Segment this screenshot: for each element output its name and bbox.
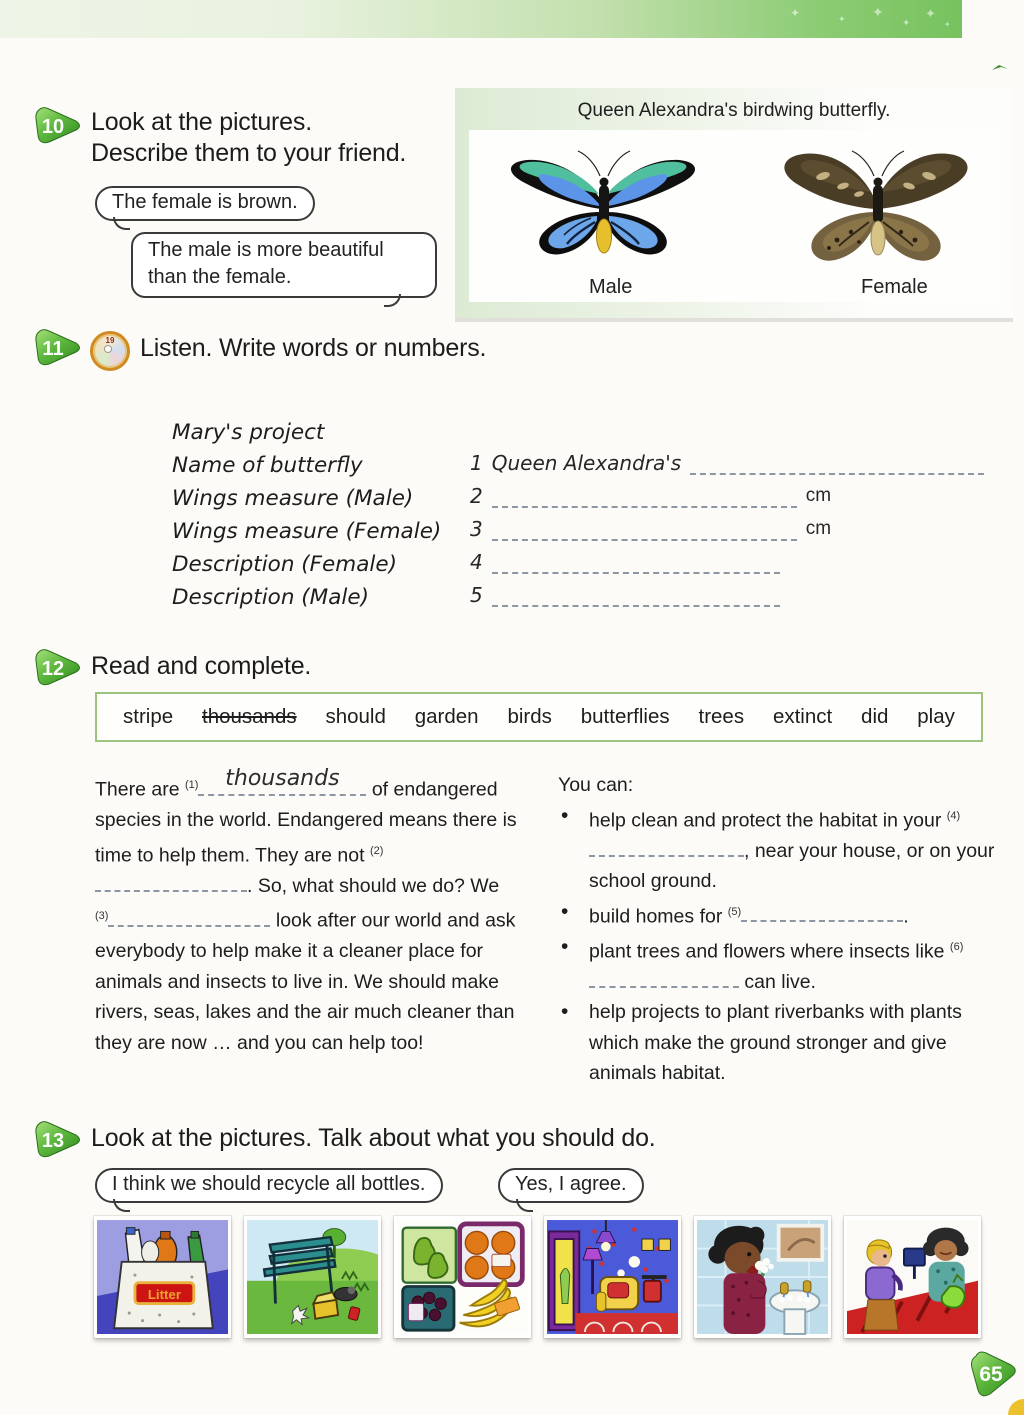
word-bank-word: thousands bbox=[202, 705, 297, 728]
picture-brushing-teeth-tap-running bbox=[694, 1216, 831, 1338]
you-can-bullet: • build homes for $^{(5)}$ . bbox=[558, 897, 1000, 932]
blank-number: (2) bbox=[369, 844, 384, 857]
exercise-12-badge bbox=[34, 646, 82, 690]
word-bank-word: butterflies bbox=[580, 705, 670, 728]
handwritten-answer: thousands bbox=[225, 766, 340, 791]
star-decoration: ✦ bbox=[902, 18, 911, 29]
butterfly-photos-area bbox=[469, 130, 999, 302]
picture-row bbox=[94, 1216, 990, 1338]
row-number: 3 bbox=[470, 517, 483, 541]
unit-label: cm bbox=[805, 518, 832, 539]
word-bank-word: birds bbox=[507, 705, 552, 728]
female-label: Female bbox=[861, 276, 928, 298]
row-label: Wings measure (Male) bbox=[172, 486, 414, 511]
butterfly-panel bbox=[455, 88, 1013, 318]
male-label: Male bbox=[589, 276, 633, 298]
picture-park-bench-litter bbox=[244, 1216, 381, 1338]
exercise-11-badge bbox=[34, 326, 82, 370]
female-butterfly-image bbox=[761, 132, 996, 280]
row-label: Name of butterfly bbox=[172, 453, 363, 478]
speech-bubble-text: The female is brown. bbox=[112, 191, 298, 213]
you-can-heading: You can: bbox=[558, 774, 634, 796]
exercise-10-instruction bbox=[91, 107, 471, 169]
speech-bubble-agree bbox=[498, 1168, 644, 1203]
row-label: Wings measure (Female) bbox=[172, 519, 442, 544]
row-label: Description (Male) bbox=[172, 585, 369, 610]
star-decoration: ✦ bbox=[838, 14, 846, 24]
row-answer-area bbox=[470, 484, 984, 511]
star-decoration: ✦ bbox=[790, 6, 801, 20]
blank-number: (6) bbox=[949, 940, 964, 953]
star-decoration: ✦ bbox=[872, 4, 884, 20]
page-header-bar bbox=[0, 0, 962, 38]
blank-number: (3) bbox=[95, 910, 109, 922]
word-bank-word: play bbox=[917, 705, 955, 728]
write-in-blank bbox=[741, 905, 903, 922]
write-in-blank bbox=[492, 524, 797, 541]
audio-track-number: 19 bbox=[105, 336, 115, 345]
blank-number: (1) bbox=[184, 779, 199, 791]
svg-text:65: 65 bbox=[979, 1363, 1003, 1386]
cd-hole bbox=[104, 345, 112, 353]
row-answer-area bbox=[470, 451, 984, 478]
speech-bubble-text: Yes, I agree. bbox=[515, 1173, 627, 1195]
you-can-bullet: • help clean and protect the habitat in your $^{(4)}$, near your house, or on your school ground. bbox=[558, 801, 1000, 897]
page-number-badge bbox=[966, 1348, 1020, 1400]
audio-cd-icon bbox=[90, 331, 130, 371]
word-bank-word: garden bbox=[414, 705, 479, 728]
listening-row bbox=[172, 511, 984, 544]
word-bank-word: extinct bbox=[772, 705, 833, 728]
write-in-blank bbox=[95, 875, 247, 892]
svg-text:Litter: Litter bbox=[147, 1286, 181, 1302]
exercise-10-badge bbox=[34, 104, 82, 148]
you-can-bullet: • plant trees and flowers where insects like $^{(6)}$ can live. bbox=[558, 932, 1000, 998]
corner-decoration bbox=[1008, 1399, 1024, 1415]
speech-bubble-text: The male is more beautiful than the female. bbox=[148, 239, 384, 288]
you-can-bullet: • help projects to plant riverbanks with plants which make the ground stronger and give animals habitat. bbox=[558, 997, 1000, 1089]
row-number: 2 bbox=[470, 484, 483, 508]
row-number: 5 bbox=[470, 583, 483, 607]
speech-bubble-male-beautiful bbox=[131, 232, 437, 298]
speech-bubble-recycle bbox=[95, 1168, 443, 1203]
write-in-blank bbox=[492, 557, 780, 574]
speech-bubble-female-brown bbox=[95, 186, 315, 221]
svg-text:12: 12 bbox=[41, 658, 65, 680]
star-decoration: ✦ bbox=[944, 20, 951, 29]
write-in-blank bbox=[198, 766, 366, 796]
exercise-13-instruction: Look at the pictures. Talk about what you should do. bbox=[91, 1124, 656, 1152]
picture-packaged-fruit-vegetables bbox=[394, 1216, 531, 1338]
write-in-blank bbox=[492, 491, 797, 508]
star-decoration: ✦ bbox=[925, 6, 936, 21]
unit-label: cm bbox=[805, 485, 832, 506]
word-bank-word: should bbox=[325, 705, 386, 728]
exercise-11-instruction: Listen. Write words or numbers. bbox=[140, 334, 487, 362]
listening-row bbox=[172, 445, 984, 478]
exercise-12-instruction: Read and complete. bbox=[91, 652, 312, 680]
svg-text:10: 10 bbox=[41, 116, 65, 138]
reading-passage-left-column: There are $^{(1)}$ thousands of endangered species in the world. Endangered means there is time to help them. They are not $^{(2)}$. So, what should we do? We $^{(3)}$ look after our world and ask everybody to help make it a cleaner place for animals and insects to live in. We should make rivers, seas, lakes and the air much cleaner than they are now … and you can help too! bbox=[95, 766, 517, 1054]
row-answer-area bbox=[470, 550, 984, 577]
picture-litter-bin-recycling bbox=[94, 1216, 231, 1338]
instruction-line: Look at the pictures. bbox=[91, 108, 312, 136]
reading-passage-right-column bbox=[558, 770, 1000, 1089]
butterfly-panel-title: Queen Alexandra's birdwing butterfly. bbox=[577, 100, 891, 121]
corner-mark bbox=[991, 62, 1009, 74]
listening-row bbox=[172, 577, 984, 610]
listening-answer-table bbox=[172, 412, 984, 610]
word-bank-word: trees bbox=[698, 705, 745, 728]
row-label: Description (Female) bbox=[172, 552, 397, 577]
picture-shopping-plastic-bag-checkout bbox=[844, 1216, 981, 1338]
instruction-line: Describe them to your friend. bbox=[91, 139, 407, 167]
word-bank-word: did bbox=[861, 705, 889, 728]
picture-room-lights-on bbox=[544, 1216, 681, 1338]
row-label: Mary's project bbox=[172, 420, 325, 445]
write-in-blank bbox=[589, 840, 744, 857]
write-in-blank bbox=[690, 458, 984, 475]
write-in-blank bbox=[589, 971, 739, 988]
listening-row bbox=[172, 478, 984, 511]
you-can-bullet-list bbox=[558, 801, 1000, 1089]
write-in-blank bbox=[492, 590, 780, 607]
word-bank-word: stripe bbox=[123, 705, 174, 728]
svg-text:13: 13 bbox=[41, 1130, 65, 1152]
word-bank-box bbox=[95, 692, 983, 742]
row-number: 1 bbox=[470, 451, 483, 475]
row-answer-area bbox=[470, 442, 984, 445]
blank-number: (5) bbox=[727, 905, 742, 918]
row-answer-area bbox=[470, 583, 984, 610]
svg-text:11: 11 bbox=[42, 338, 64, 360]
listening-row bbox=[172, 412, 984, 445]
write-in-blank bbox=[108, 910, 270, 927]
blank-number: (4) bbox=[946, 809, 961, 822]
row-answer-area bbox=[470, 517, 984, 544]
exercise-13-badge bbox=[34, 1118, 82, 1162]
listening-row bbox=[172, 544, 984, 577]
male-butterfly-image bbox=[487, 136, 722, 276]
row-number: 4 bbox=[470, 550, 483, 574]
row-prefix: Queen Alexandra's bbox=[491, 451, 682, 475]
speech-bubble-text: I think we should recycle all bottles. bbox=[112, 1173, 426, 1195]
